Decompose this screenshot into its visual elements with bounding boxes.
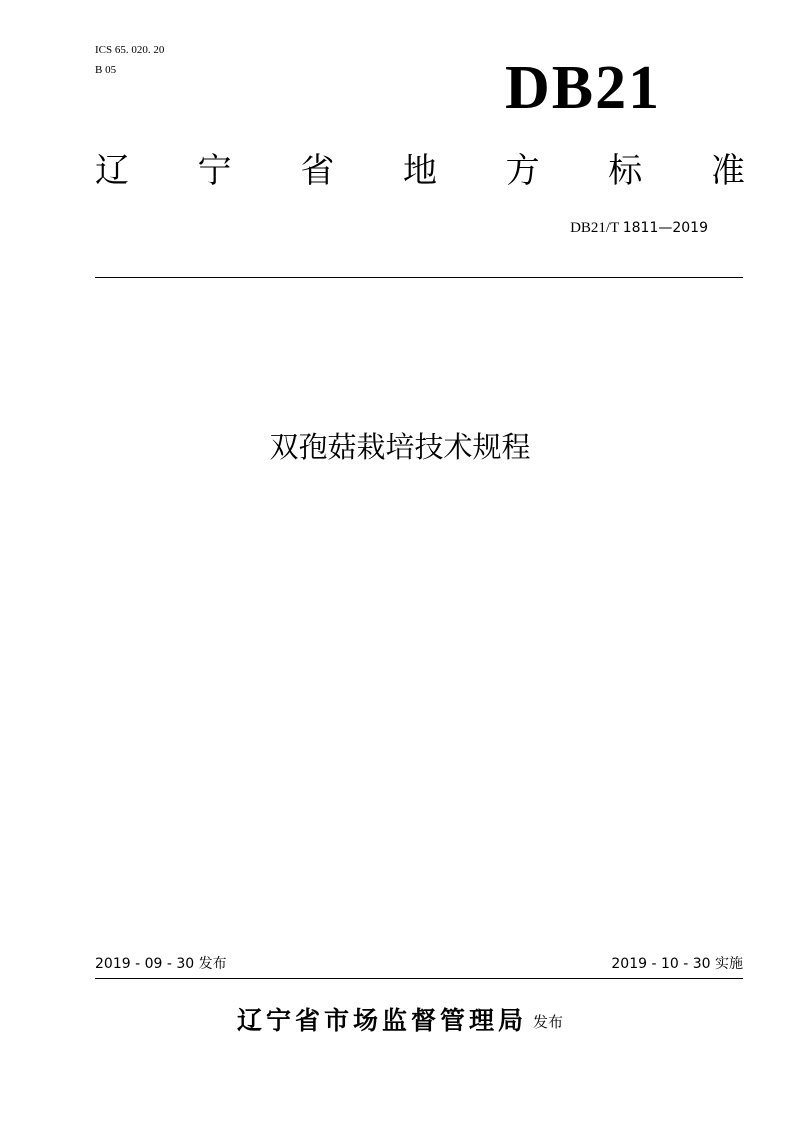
db-logo: DB21: [505, 54, 662, 122]
standard-type-char: 地: [402, 151, 437, 191]
standard-type-title: [95, 146, 745, 196]
issuer-line: [0, 1003, 800, 1039]
document-title: 双孢菇栽培技术规程: [269, 430, 531, 464]
standard-type-char: 方: [505, 151, 540, 191]
standard-type-char: 准: [710, 151, 745, 191]
ccs-code: B 05: [95, 64, 117, 76]
standard-type-char: 宁: [197, 151, 232, 191]
top-divider: [95, 277, 743, 278]
issuer-action: 发布: [533, 1013, 564, 1031]
standard-type-char: 辽: [95, 151, 129, 191]
standard-code-prefix: DB21/T: [570, 220, 623, 236]
ics-code: ICS 65. 020. 20: [95, 44, 165, 56]
bottom-divider: [95, 978, 743, 979]
standard-code: [570, 218, 708, 238]
issuer-name: 辽宁省市场监督管理局: [236, 1006, 527, 1035]
publish-date: 2019 - 09 - 30 发布: [95, 956, 227, 972]
standard-type-char: 标: [608, 151, 643, 191]
implement-date: 2019 - 10 - 30 实施: [611, 956, 743, 972]
standard-type-char: 省: [300, 151, 335, 191]
standard-code-number: 1811—2019: [622, 220, 708, 236]
